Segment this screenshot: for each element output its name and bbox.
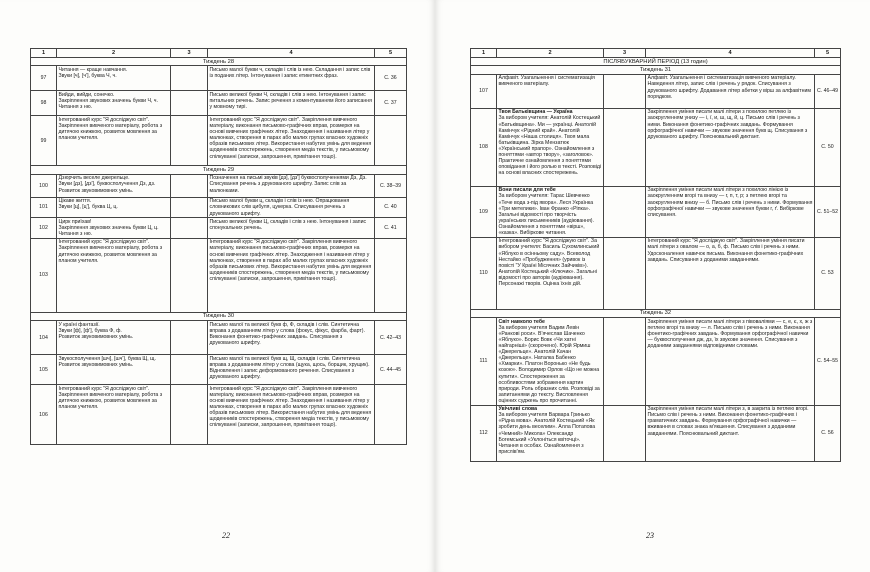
table-row (31, 66, 407, 91)
textbook-page: С. 40 (375, 197, 407, 217)
lesson-topic-text: Читання — краще навчання. Звуки [ч], [ч'], буква Ч, ч. (58, 66, 128, 80)
table-row (31, 91, 407, 116)
textbook-page (375, 385, 407, 445)
lesson-content: Інтегрований курс "Я досліджую світ". Закріплення вивченого матеріалу, виконання письмово-графічних вправ, розмеркя на основі вивчених графічних літер. Знаходження і називання літер у малюнках, створення в парах або малих групах власних художніх образів письмових літер. Використання набутих умінь для ведення щоденників спостережень, створення медіа текстів, у письмовому спілкуванні (записки, запрошення, привітання тощо). (208, 116, 375, 166)
textbook-page: С. 42–43 (375, 321, 407, 355)
empty-cell (171, 116, 208, 166)
lesson-content: Письмо малої та великої букв ф, Ф, складів і слів. Синтетична вправа з додаванням літер у слова (фокус, фікус, фарба, фарт). Виконання фонетико-графічних завдань. Списування з друкованого шрифту. (208, 321, 375, 355)
table-row (471, 74, 841, 108)
lesson-topic-text: Інтегрований курс "Я досліджую світ". Закріплення вивченого матеріалу, робота з дитячою книжкою, розвиток мовлення за планом учителя. (58, 116, 163, 142)
lesson-topic (57, 116, 171, 166)
table-row (31, 355, 407, 385)
empty-cell (604, 405, 646, 461)
lesson-topic (497, 186, 604, 237)
textbook-page: С. 38–39 (375, 174, 407, 197)
lesson-section-title: Увічливі слова (498, 406, 538, 413)
lesson-content: Інтегрований курс "Я досліджую світ". Закріплення уміння писати малі літери з овалом — о, а, б, ф. Письмо слів і речень з ними. Удосконалення навичок письма. Виконання фонетико-графічних завдань. Списування з доданими завданнями. (646, 237, 815, 309)
empty-cell (604, 108, 646, 186)
lesson-topic-text: У країні фантазії. Звуки [ф], [ф'], буква Ф, ф. Розвиток звуковимовних умінь. (58, 321, 134, 340)
lesson-number: 105 (31, 355, 57, 385)
empty-cell (171, 174, 208, 197)
week-row (31, 166, 407, 174)
lesson-number: 108 (471, 108, 497, 186)
lesson-content: Позначення на письмі звуків [дз], [дз'] буквосполученнями Дз, Дз. Списування речень з друкованого шрифту. Запис слів за малюнками. (208, 174, 375, 197)
week-row (31, 312, 407, 320)
table-header-row (31, 49, 407, 58)
lesson-number: 112 (471, 405, 497, 461)
textbook-page: С. 51–52 (815, 186, 841, 237)
empty-cell (604, 318, 646, 406)
empty-cell (171, 197, 208, 217)
right-page (435, 0, 870, 572)
lesson-content: Письмо малої та великої букв щ, Щ, складів і слів. Синтетична вправа з додаванням літер у слова (щука, щось, борщик, хрущик). Відновлення і запис деформованого речення. Списування з друкованого шрифту. (208, 355, 375, 385)
table-row (471, 318, 841, 406)
lesson-topic-text: За вибором учителя: Анатолій Костецький «Батьківщина». Ми — українці. Анатолій Камінчук «Рідний край». Анатолій Камінчук «Наша столиця». Твоя мала батьківщина. Зірка Мензатюк «Український прапор». Ознайомлення з поняттями «автор твору», «заголовок». Практичне ознайомлення з поняттями оповідання і його ролью в тексті. Розповіді на основі власних спостережень. (498, 115, 602, 177)
lesson-topic-text: За вибором учителя Варвара Гринько «Рідна мова». Анатолій Костецький «Як зробити день веселим». Алла Потапова «Чемний» Микола» Олександр Богемський «Уклоніться квіточці». Читання в особах. Ознайомлення з прислів'ям. (498, 412, 596, 455)
empty-cell (171, 91, 208, 116)
lesson-number: 103 (31, 238, 57, 312)
lesson-topic (57, 355, 171, 385)
lesson-number: 98 (31, 91, 57, 116)
table-header-row (471, 49, 841, 58)
lesson-topic-text: За вибором учителя Вадим Левін «Ранкові роси». В'ячеслав Шаченко «Яблуко». Борис Вовк «Чи хатні найгарніші» (скорочено). Юрій Ярмиш «Джерельце». Анатолій Качан «Джерельце». Наталка Бабенко «Хмарки». Платон Воронько «Не будь козою». Володимир Орлов «Що не можна купити». Спостереження за особливостями зображення картин природи. Роль образних слів. Розповіді за запитаннями до тексту. Висловлення оцінних суджень про прочитанні. (498, 324, 600, 404)
lesson-topic (497, 108, 604, 186)
lesson-topic (497, 237, 604, 309)
empty-cell (171, 238, 208, 312)
table-row (31, 174, 407, 197)
table-row (31, 238, 407, 312)
table-row (31, 197, 407, 217)
textbook-page (375, 238, 407, 312)
left-lesson-table (30, 48, 407, 445)
lesson-topic-text: За вибором учителя: Тарас Шевченко «Тече вода з-під явора». Леся Українка «Три метелики». Іван Франко «Ріпка». Загальні відомості про творчість українських письменників (аудіювання). Ознайомлення з поняттями «вірш», «казка». Вибіркове читання. (498, 193, 594, 237)
page-number: 22 (222, 531, 230, 540)
lesson-section-title: Твоя Батьківщина — Україна (498, 109, 573, 116)
week-label: Тиждень 30 (31, 312, 407, 320)
week-row (471, 58, 841, 66)
week-row (471, 309, 841, 317)
lesson-number: 104 (31, 321, 57, 355)
lesson-topic-text: Цікаве життя. Звуки [ц], [ц'], буква Ц, ц. (58, 198, 118, 211)
textbook-page: С. 50 (815, 108, 841, 186)
lesson-content: Закріплення уміння писати малі літери з, в закрита із петлею вгорі. Письмо слів і речень з ними. Виконання фонетико-графічних і граматичних завдань. Формування орфографічної навички — вживання в словах знака м'якшення. Списування з доданими завданнями. Пояснювальний диктант. (646, 405, 815, 461)
textbook-page: С. 41 (375, 218, 407, 238)
lesson-number: 100 (31, 174, 57, 197)
lesson-content: Інтегрований курс "Я досліджую світ". Закріплення вивченого матеріалу, виконання письмово-графічних вправ, розмеркя на основі вивчених графічних літер. Знаходження і називання літер у малюнках, створення в парах або малих групах власних художніх образів письмових літер. Використання набутих умінь для ведення щоденників спостережень, створення медіа текстів, у письмовому спілкуванні (записки, запрошення, привітання тощо). (208, 385, 375, 445)
lesson-content: Інтегрований курс "Я досліджую світ". Закріплення вивченого матеріалу, виконання письмово-графічних вправ, розмеркя на основі вивчених графічних літер. Знаходження і називання літер у малюнках, створення в парах або малих групах власних художніх образів письмових літер. Використання набутих умінь для ведення щоденників спостережень, створення медіа текстів, у письмовому спілкуванні (записки, запрошення, привітання тощо). (208, 238, 375, 312)
textbook-page: С. 46–49 (815, 74, 841, 108)
table-row (31, 116, 407, 166)
textbook-page: С. 37 (375, 91, 407, 116)
right-lesson-table (470, 48, 841, 462)
empty-cell (604, 74, 646, 108)
lesson-number: 102 (31, 218, 57, 238)
table-row (31, 385, 407, 445)
column-header: 5 (815, 49, 841, 58)
column-header: 2 (57, 49, 171, 58)
lesson-content: Закріплення уміння писати малі літери з похилою лінією із заокругленням вгорі та внизу — г, п, т, р; з петлею вгорі та заокругленням внизу — б. Письмо слів і речень з ними. Формування орфографічної навички — звукове значення букви г, ґ. Вибіркове списування. (646, 186, 815, 237)
lesson-topic-text: Інтегрований курс "Я досліджую світ". Закріплення вивченого матеріалу, робота з дитячою книжкою, розвиток мовлення за планом учителя. (58, 385, 163, 410)
lesson-topic (497, 405, 604, 461)
table-row (471, 186, 841, 237)
lesson-section-title: Світ навколо тебе (498, 318, 545, 325)
lesson-topic (57, 197, 171, 217)
lesson-content: Письмо великої букви Ч, складів і слів з нею. Інтонування і запис питальних речень. Запис речення з коментуванням його записання у мовному тирі. (208, 91, 375, 116)
lesson-content: Письмо великої букви Ц, складів і слів з нею. Інтонування і запис спонукальних речень. (208, 218, 375, 238)
lesson-number: 111 (471, 318, 497, 406)
textbook-page: С. 44–45 (375, 355, 407, 385)
week-label: Тиждень 28 (31, 58, 407, 66)
lesson-topic (57, 385, 171, 445)
lesson-number: 107 (471, 74, 497, 108)
lesson-number: 110 (471, 237, 497, 309)
column-header: 4 (646, 49, 815, 58)
column-header: 4 (208, 49, 375, 58)
lesson-topic-text: Цирк приїхав! Закріплення звукових значень букви Ц, ц. Читання з ню. (58, 218, 159, 238)
empty-cell (171, 66, 208, 91)
lesson-content: Письмо малої букви ч, складів і слів із нею. Складання і запис слів із поданих літер. Інтонування і запис етикетних фраз. (208, 66, 375, 91)
week-row (31, 58, 407, 66)
column-header: 1 (471, 49, 497, 58)
textbook-page: С. 36 (375, 66, 407, 91)
lesson-number: 109 (471, 186, 497, 237)
empty-cell (171, 218, 208, 238)
lesson-section-title: Вони писали для тебе (498, 187, 556, 194)
column-header: 2 (497, 49, 604, 58)
lesson-topic-text: Алфавіт. Узагальнення і систематизація вивченого матеріалу. (498, 75, 595, 88)
lesson-topic (57, 91, 171, 116)
page-number: 23 (646, 531, 654, 540)
lesson-topic-text: Звукосполучення [шч], [шч'], буква Щ, щ. Розвиток звуковимовних умінь. (58, 355, 156, 368)
lesson-number: 97 (31, 66, 57, 91)
lesson-topic-text: Дзюрчить веселе джерельце. Звуки [дз], [дз'], буквосполучення Дз, дз. Розвиток звуковимовних умінь. (58, 175, 156, 194)
textbook-page: С. 56 (815, 405, 841, 461)
table-row (31, 218, 407, 238)
lesson-content: Закріплення уміння писати малі літери з півоваліями — с, е, є, х, ж з петлею вгорі та внизу — л. Письмо слів і речень з ними. Виконання фонетико-графічних завдань. Формування орфографічної навички — буквосполучення дж, дз, їх звукове значення. Списування з доданими завданнями відповідними словами. (646, 318, 815, 406)
lesson-topic (57, 321, 171, 355)
lesson-topic (497, 318, 604, 406)
lesson-topic (57, 238, 171, 312)
column-header: 1 (31, 49, 57, 58)
lesson-topic (497, 74, 604, 108)
lesson-number: 106 (31, 385, 57, 445)
lesson-topic (57, 66, 171, 91)
textbook-page (375, 116, 407, 166)
week-row (471, 66, 841, 74)
table-row (471, 405, 841, 461)
textbook-page: С. 53 (815, 237, 841, 309)
column-header: 3 (171, 49, 208, 58)
week-label: Тиждень 32 (471, 309, 841, 317)
empty-cell (604, 186, 646, 237)
lesson-topic-text: Інтегрований курс "Я досліджую світ". За вибором учителя: Василь Сухомлинський «Яблуко в осінньому саду». Всеволод Нестайко «Пробудження» (уривок із повісті "У Країні Місячних Зайчиків»). Анатолій Костецький «Ключик». Загальні відомості про авторів (аудіювання). Персонажі творів. Оцінка їхніх дій. (498, 238, 600, 287)
table-row (471, 108, 841, 186)
week-label: ПІСЛЯБУКВАРНИЙ ПЕРІОД (13 годин) (471, 58, 841, 66)
lesson-number: 99 (31, 116, 57, 166)
lesson-topic-text: Вийди, вийди, сонечко. Закріплення звукових значень букви Ч, ч. Читання з ню. (58, 91, 158, 111)
lesson-content: Алфавіт. Узагальнення і систематизація вивченого матеріалу. Наведення літер, запис слів і речень у рядок. Списування з друкованого шрифту. Додавання літер абетки у вірш за алфавітним порядком. (646, 74, 815, 108)
empty-cell (171, 355, 208, 385)
column-header: 5 (375, 49, 407, 58)
empty-cell (604, 237, 646, 309)
lesson-content: Закріплення уміння писати малі літери з похилою петлею із заокругленням унизу — і, ї, и, ш, щ, й, ц. Письмо слів і речень з ними. Виконання фонетико-графічних завдань. Формування орфографічної навички — звукове значення букв щ. Списування з друкованого шрифту. Пояснювальний диктант. (646, 108, 815, 186)
week-label: Тиждень 29 (31, 166, 407, 174)
lesson-topic (57, 174, 171, 197)
column-header: 3 (604, 49, 646, 58)
lesson-topic-text: Інтегрований курс "Я досліджую світ". Закріплення вивченого матеріалу, робота з дитячою книжкою, розвиток мовлення за планом учителя. (58, 239, 163, 264)
table-row (471, 237, 841, 309)
empty-cell (171, 385, 208, 445)
lesson-topic (57, 218, 171, 238)
textbook-page: С. 54–55 (815, 318, 841, 406)
week-label: Тиждень 31 (471, 66, 841, 74)
lesson-number: 101 (31, 197, 57, 217)
lesson-content: Письмо малої букви ц, складів і слів із нею. Опрацювання словникових слів цибуля, цукерка. Списування речень з друкованого шрифту. (208, 197, 375, 217)
table-row (31, 321, 407, 355)
empty-cell (171, 321, 208, 355)
